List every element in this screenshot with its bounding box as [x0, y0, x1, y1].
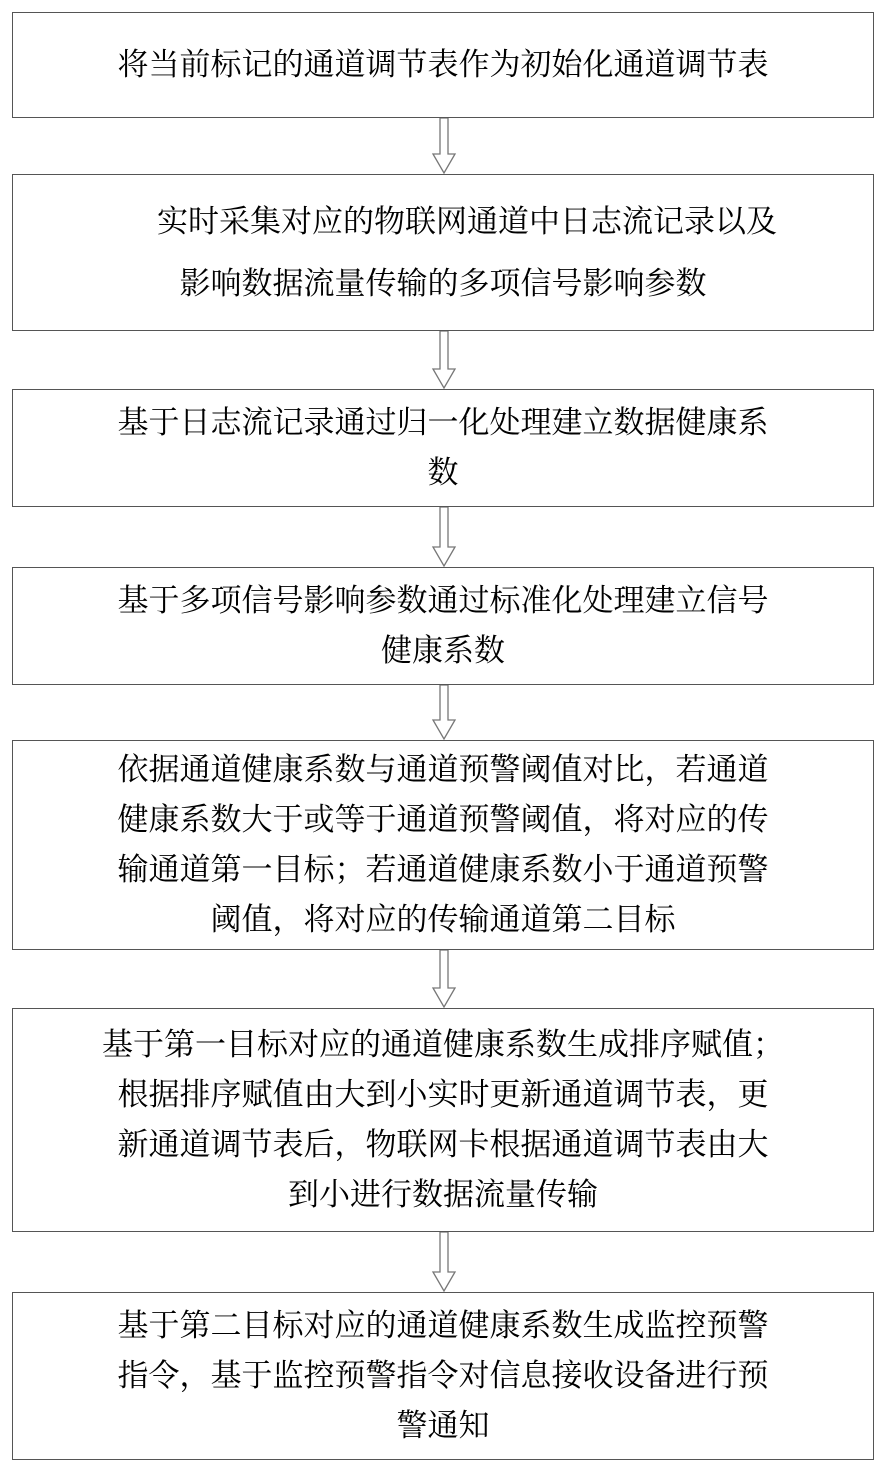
step-2-box: [12, 174, 874, 331]
down-arrow-icon: [431, 1232, 457, 1292]
down-arrow-icon: [431, 331, 457, 389]
down-arrow-icon: [431, 507, 457, 567]
step-5-line-1: 依据通道健康系数与通道预警阈值对比，若通道: [117, 752, 769, 788]
step-7-line-2: 指令，基于监控预警指令对信息接收设备进行预: [117, 1358, 769, 1394]
down-arrow-icon: [431, 118, 457, 174]
step-5-line-4: 阈值，将对应的传输通道第二目标: [210, 902, 676, 938]
step-6-line-1: 基于第一目标对应的通道健康系数生成排序赋值；: [102, 1027, 784, 1063]
step-6-line-3: 新通道调节表后，物联网卡根据通道调节表由大: [117, 1127, 769, 1163]
step-4-box: [12, 567, 874, 685]
step-3-line-1: 基于日志流记录通过归一化处理建立数据健康系: [117, 405, 769, 441]
step-1-line-1: 将当前标记的通道调节表作为初始化通道调节表: [117, 47, 769, 83]
step-6-line-4: 到小进行数据流量传输: [288, 1177, 598, 1213]
step-3-line-2: 数: [427, 455, 459, 491]
step-6-line-2: 根据排序赋值由大到小实时更新通道调节表，更: [117, 1077, 769, 1113]
step-4-line-2: 健康系数: [381, 633, 505, 669]
step-5-line-3: 输通道第一目标；若通道健康系数小于通道预警: [117, 852, 769, 888]
step-4-line-1: 基于多项信号影响参数通过标准化处理建立信号: [117, 583, 769, 619]
step-1-box: [12, 12, 874, 118]
step-5-box: [12, 740, 874, 950]
step-7-line-3: 警通知: [396, 1408, 490, 1444]
down-arrow-icon: [431, 950, 457, 1008]
down-arrow-icon: [431, 685, 457, 740]
step-3-box: [12, 389, 874, 507]
step-5-line-2: 健康系数大于或等于通道预警阈值，将对应的传: [117, 802, 769, 838]
step-7-line-1: 基于第二目标对应的通道健康系数生成监控预警: [117, 1308, 769, 1344]
step-2-line-2: 影响数据流量传输的多项信号影响参数: [179, 265, 707, 302]
step-2-line-1: 实时采集对应的物联网通道中日志流记录以及: [157, 203, 777, 240]
step-7-box: [12, 1292, 874, 1460]
step-6-box: [12, 1008, 874, 1232]
